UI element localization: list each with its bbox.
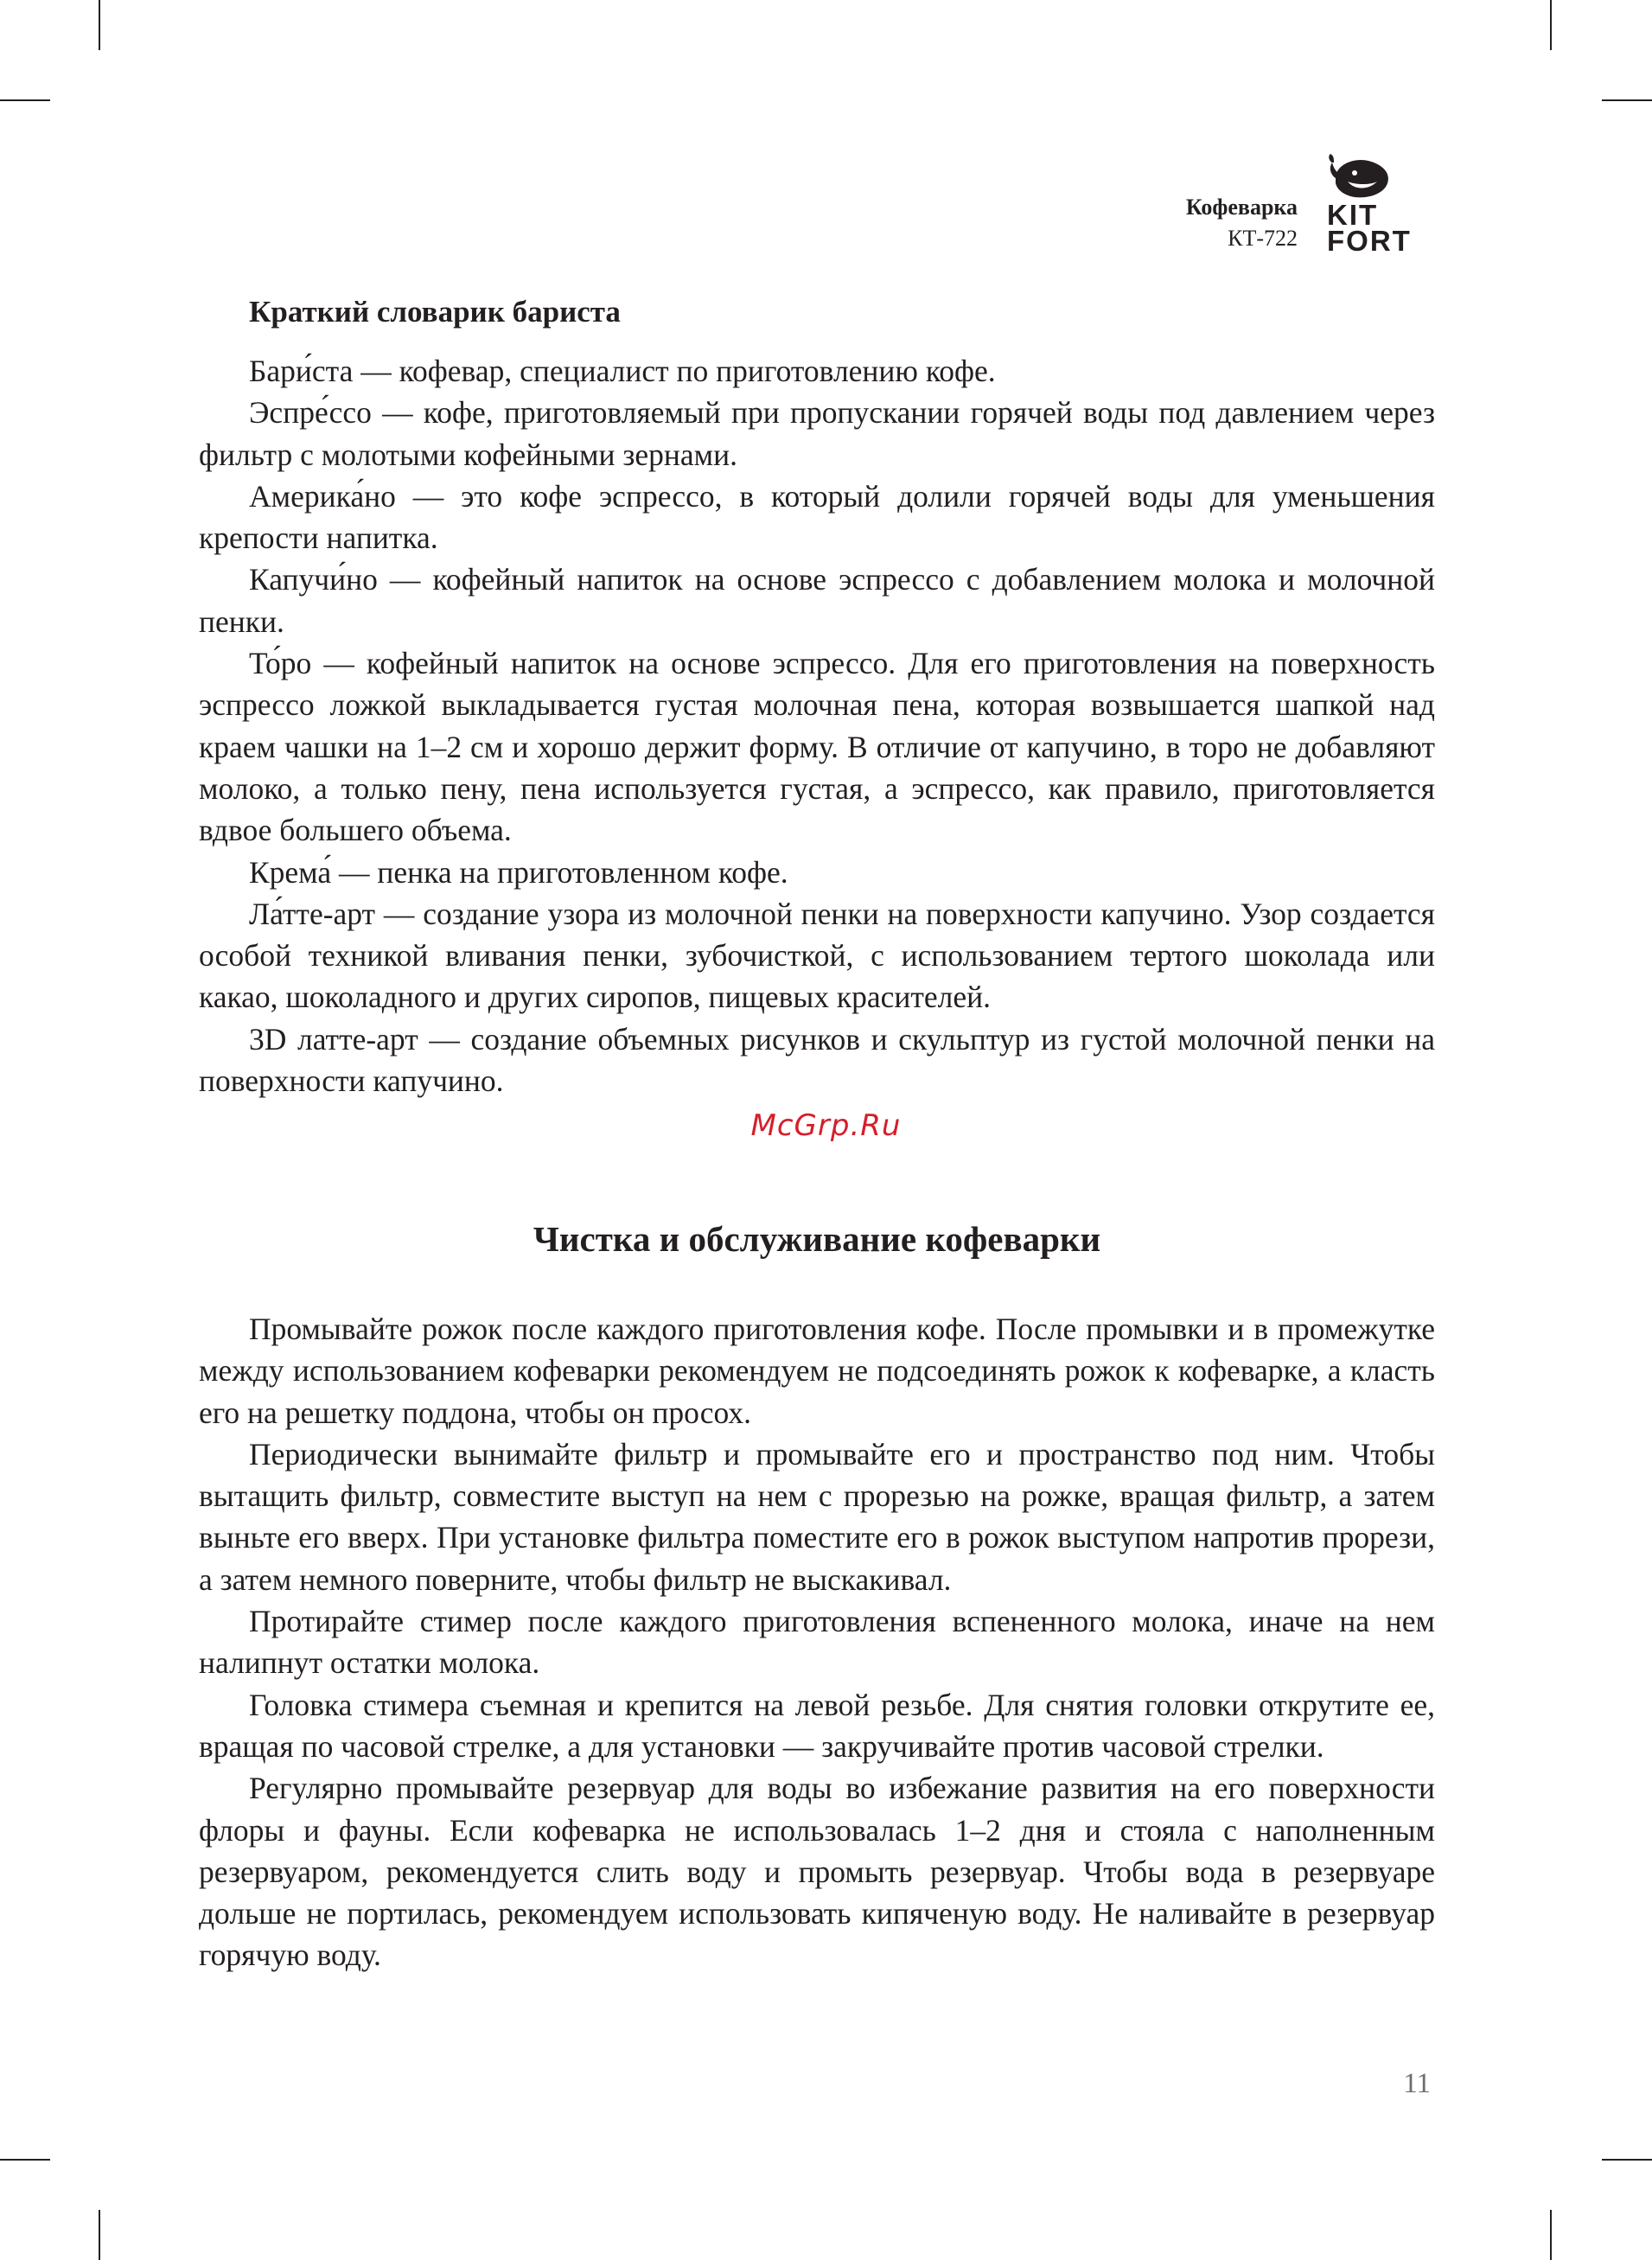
crop-mark-top-left-h bbox=[0, 99, 50, 101]
whale-icon bbox=[1329, 152, 1394, 202]
crop-mark-top-right-h bbox=[1602, 99, 1652, 101]
glossary-entry: Крема́ — пенка на приготовленном кофе. bbox=[249, 854, 788, 890]
glossary-entry: То́ро — кофейный напиток на основе эспрессо. Для его приготовления на поверхность эспрессо ложкой выкладывается густая молочная пена, которая возвышается шапкой над краем чашки на 1–2 см и хорошо держит форму. В отличие от капучино, в торо не добавляют молоко, а только пену, пена используется густая, а эспрессо, как правило, приготовляется вдвое большего объема. bbox=[199, 646, 1435, 848]
glossary-title: Краткий словарик бариста bbox=[249, 295, 621, 329]
product-name: Кофеварка bbox=[1185, 195, 1298, 220]
page-number: 11 bbox=[1403, 2068, 1431, 2099]
watermark-link[interactable]: McGrp.Ru bbox=[750, 1108, 902, 1143]
product-model: КТ-722 bbox=[1228, 226, 1298, 251]
cleaning-paragraph: Регулярно промывайте резервуар для воды во избежание развития на его поверхности флоры и фауны. Если кофеварка не использовалась 1–2 дня и стояла с наполненным резервуаром, рекомендуется слить воду и промыть резервуар. Чтобы вода в резервуаре дольше не портилась, рекомендуем использовать кипяченую воду. Не наливайте в резервуар горячую воду. bbox=[199, 1771, 1435, 1973]
cleaning-paragraph: Периодически вынимайте фильтр и промывайте его и пространство под ним. Чтобы вытащить фильтр, совместите выступ на нем с прорезью на рожке, вращая фильтр, а затем выньте его вверх. При установке фильтра поместите его в рожок выступом напротив прорези, а затем немного поверните, чтобы фильтр не выскакивал. bbox=[199, 1436, 1435, 1597]
glossary-entry: Ла́тте-арт — создание узора из молочной пенки на поверхности капучино. Узор создается особой техникой вливания пенки, зубочисткой, с использованием тертого шоколада или какао, шоколадного и других сиропов, пищевых красителей. bbox=[199, 896, 1435, 1015]
page-header bbox=[1186, 192, 1298, 254]
cleaning-title: Чистка и обслуживание кофеварки bbox=[533, 1219, 1101, 1259]
glossary-entry: Капучи́но — кофейный напиток на основе эспрессо с добавлением молока и молочной пенки. bbox=[199, 562, 1435, 639]
glossary-entry: Эспре́ссо — кофе, приготовляемый при пропускании горячей воды под давлением через фильтр с молотыми кофейными зернами. bbox=[199, 395, 1435, 472]
brand-name-line2: FORT bbox=[1327, 225, 1412, 257]
crop-mark-top-right bbox=[1550, 0, 1552, 50]
crop-mark-top-left bbox=[99, 0, 100, 50]
cleaning-paragraph: Промывайте рожок после каждого приготовления кофе. После промывки и в промежутке между использованием кофеварки рекомендуем не подсоединять рожок к кофеварке, а класть его на решетку поддона, чтобы он просох. bbox=[199, 1312, 1435, 1430]
glossary-entry: 3D латте-арт — создание объемных рисунков и скульптур из густой молочной пенки на поверхности капучино. bbox=[199, 1021, 1435, 1099]
crop-mark-bottom-right bbox=[1550, 2210, 1552, 2260]
glossary-section bbox=[199, 291, 1435, 1101]
glossary-entry: Америка́но — это кофе эспрессо, в который долили горячей воды для уменьшения крепости напитка. bbox=[199, 478, 1435, 556]
crop-mark-bottom-right-h bbox=[1602, 2159, 1652, 2161]
crop-mark-bottom-left bbox=[99, 2210, 100, 2260]
glossary-entry: Бари́ста — кофевар, специалист по приготовлению кофе. bbox=[249, 354, 996, 388]
cleaning-paragraph: Протирайте стимер после каждого приготовления вспененного молока, иначе на нем налипнут остатки молока. bbox=[199, 1604, 1435, 1681]
cleaning-paragraph: Головка стимера съемная и крепится на левой резьбе. Для снятия головки открутите ее, вращая по часовой стрелке, а для установки — закручивайте против часовой стрелки. bbox=[199, 1687, 1435, 1764]
crop-mark-bottom-left-h bbox=[0, 2159, 50, 2161]
cleaning-section bbox=[199, 1215, 1435, 1976]
brand-logo bbox=[1327, 152, 1436, 257]
brand-name-line1: KIT bbox=[1327, 199, 1379, 231]
